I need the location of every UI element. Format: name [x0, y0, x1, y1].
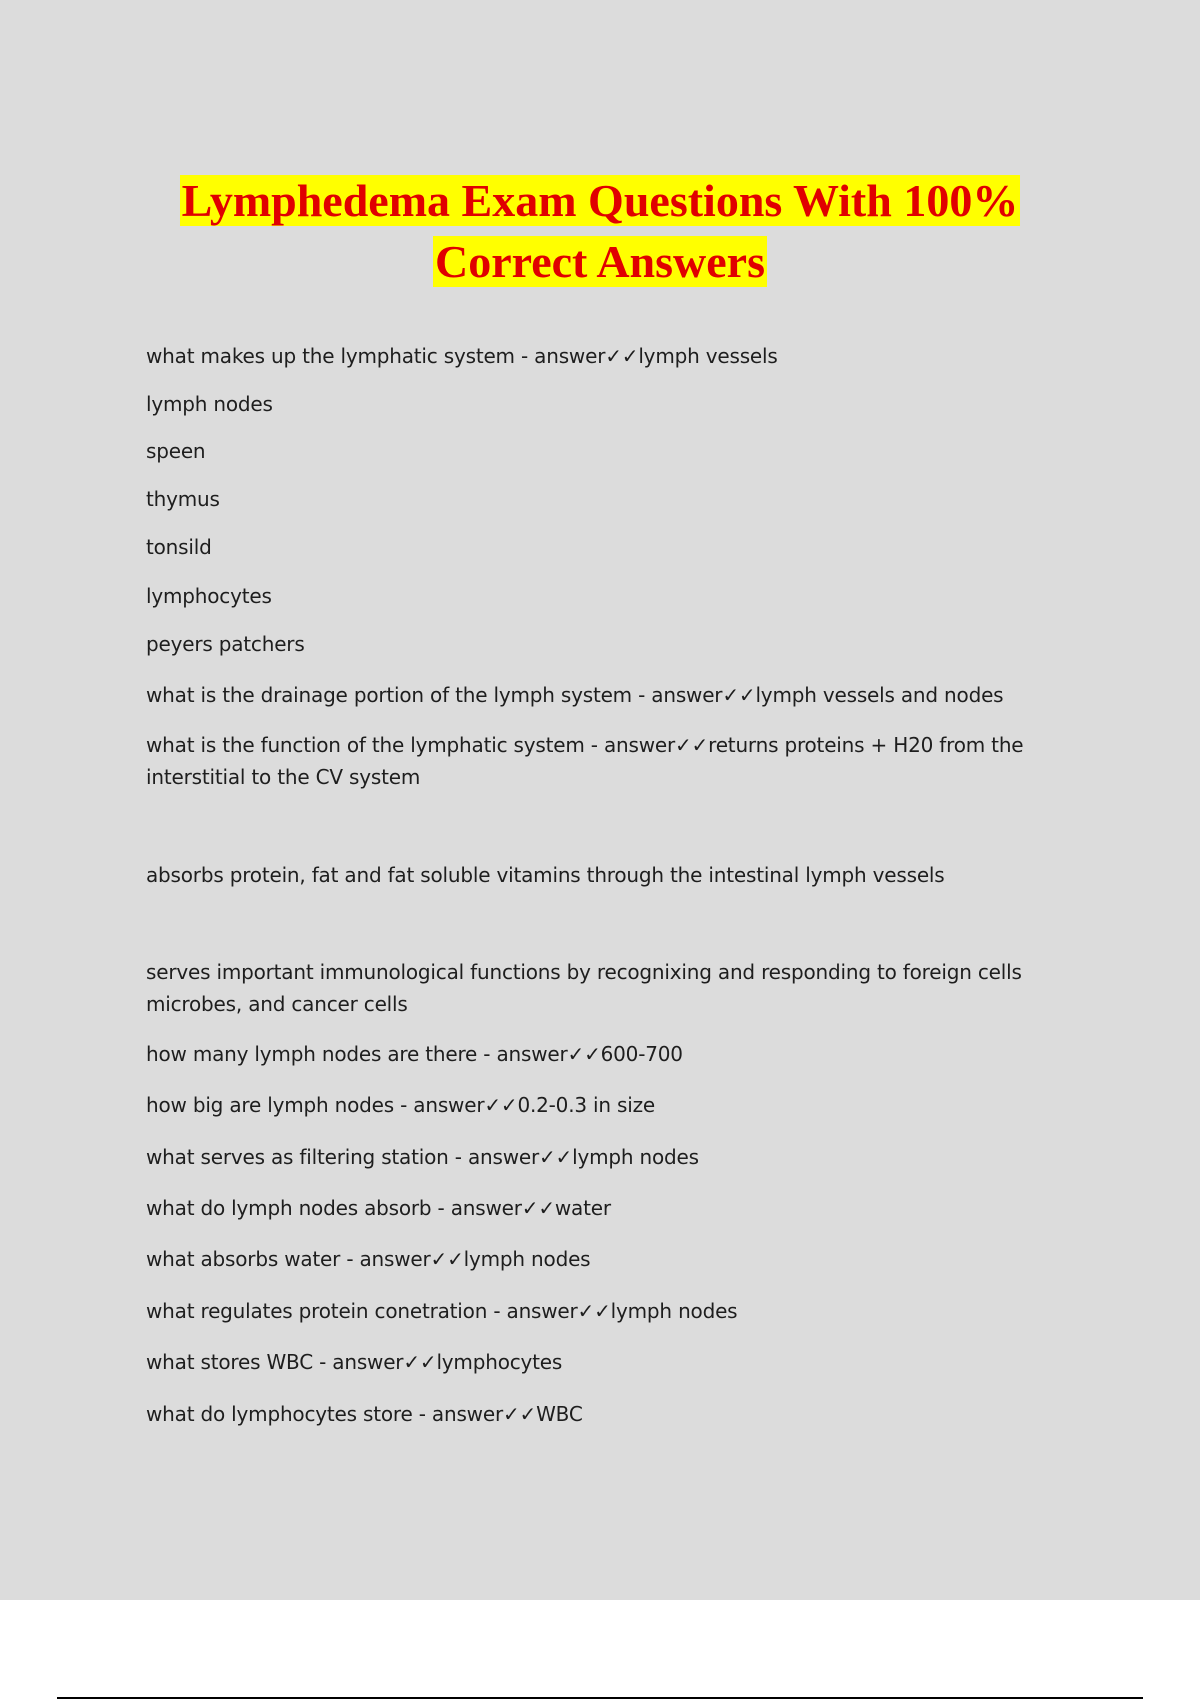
- document-title: [0, 170, 1200, 292]
- text-line: tonsild: [146, 535, 212, 559]
- text-paragraph: what is the function of the lymphatic system - answer✓✓returns proteins + H20 from the interstitial to the CV system: [146, 733, 1024, 789]
- text-line: what stores WBC - answer✓✓lymphocytes: [146, 1350, 563, 1374]
- text-line: what regulates protein conetration - answer✓✓lymph nodes: [146, 1299, 738, 1323]
- text-line: absorbs protein, fat and fat soluble vitamins through the intestinal lymph vessels: [146, 863, 945, 887]
- text-line: what absorbs water - answer✓✓lymph nodes: [146, 1247, 591, 1271]
- text-line: what makes up the lymphatic system - answer✓✓lymph vessels: [146, 344, 778, 368]
- title-line-2: Correct Answers: [435, 236, 765, 287]
- text-line: how big are lymph nodes - answer✓✓0.2-0.3 in size: [146, 1093, 656, 1117]
- text-line: what is the drainage portion of the lymph system - answer✓✓lymph vessels and nodes: [146, 683, 1004, 707]
- footer-divider: [57, 1697, 1143, 1699]
- text-line: speen: [146, 439, 206, 463]
- text-line: what do lymph nodes absorb - answer✓✓water: [146, 1196, 611, 1220]
- text-paragraph: serves important immunological functions by recognixing and responding to foreign cells microbes, and cancer cells: [146, 960, 1022, 1016]
- text-line: what do lymphocytes store - answer✓✓WBC: [146, 1402, 583, 1426]
- text-line: how many lymph nodes are there - answer✓✓600-700: [146, 1042, 683, 1066]
- text-line: thymus: [146, 487, 220, 511]
- title-line-1: Lymphedema Exam Questions With 100%: [181, 175, 1019, 226]
- text-line: peyers patchers: [146, 632, 305, 656]
- text-line: lymph nodes: [146, 392, 273, 416]
- text-line: lymphocytes: [146, 584, 272, 608]
- text-line: what serves as filtering station - answer✓✓lymph nodes: [146, 1145, 699, 1169]
